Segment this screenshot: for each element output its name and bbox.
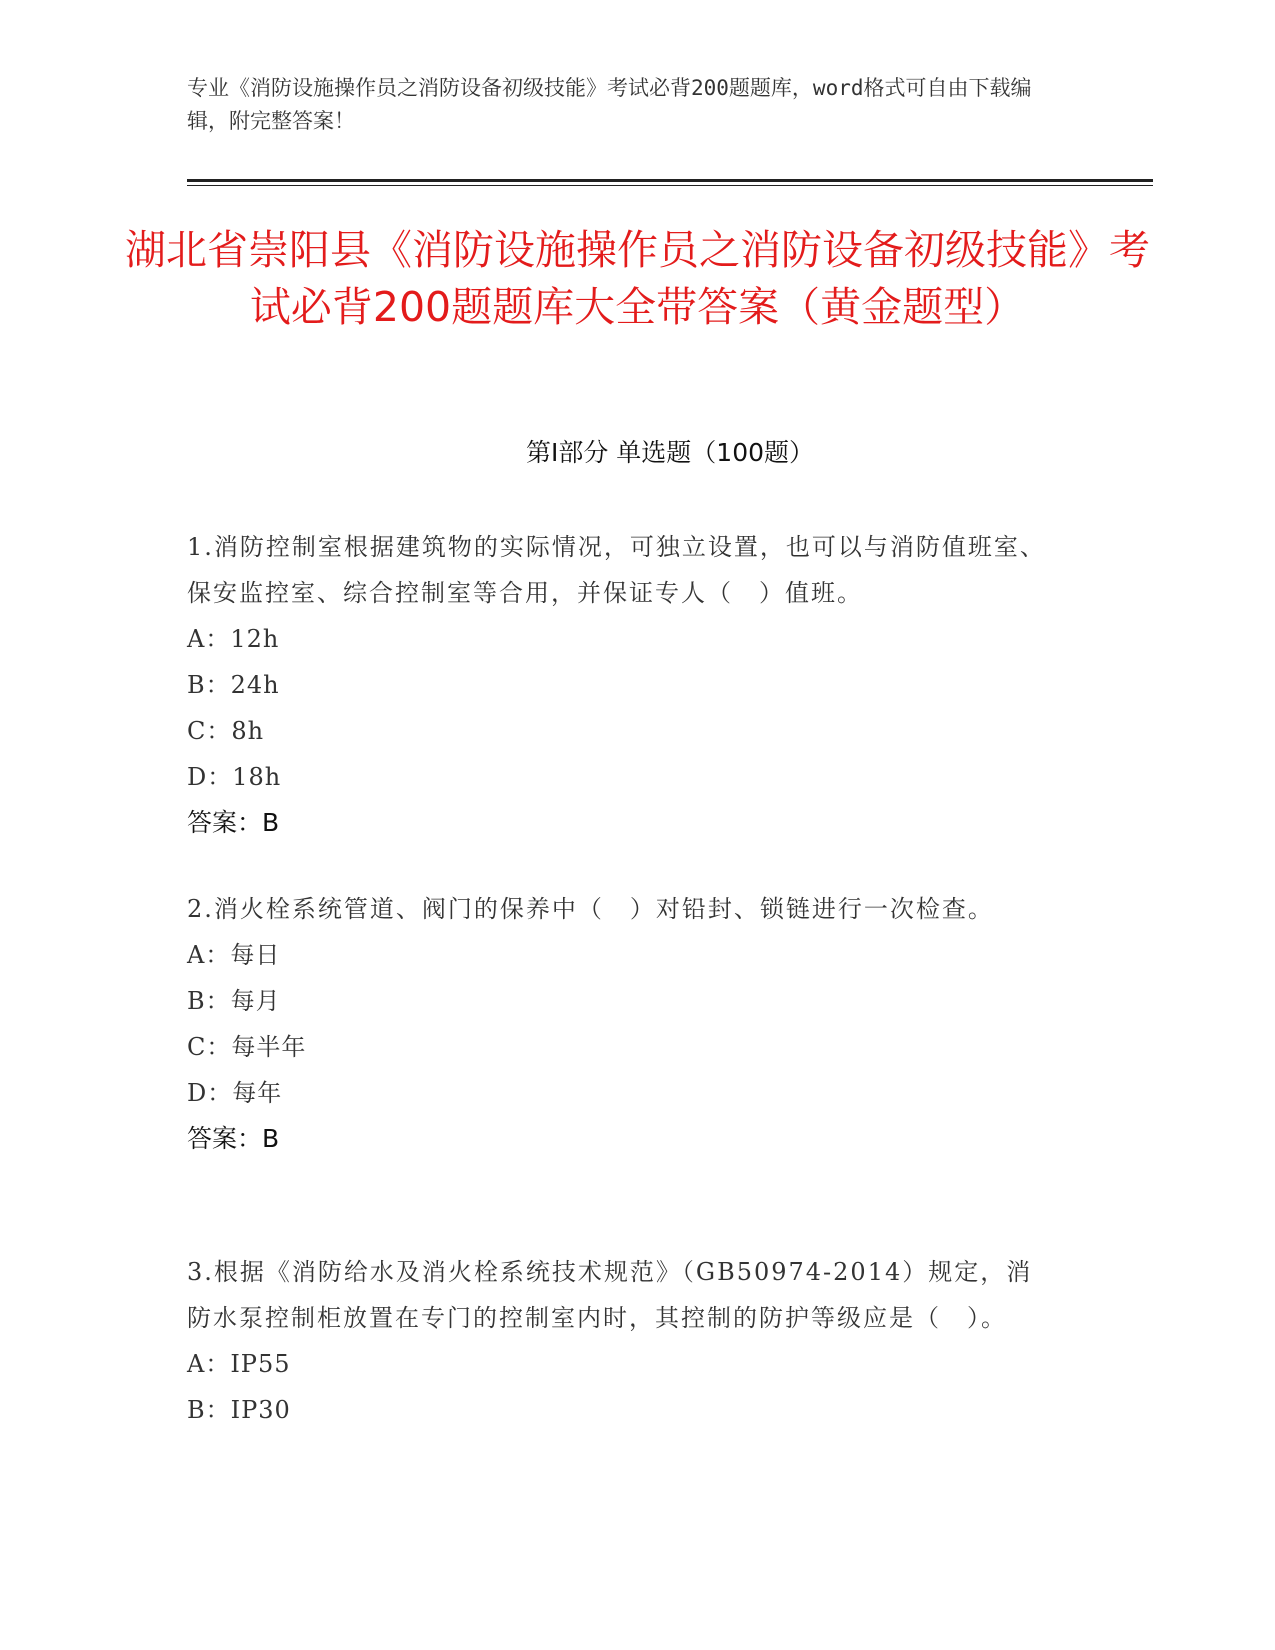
option-b: B：24h [187,671,280,699]
header-divider-thin [187,185,1153,186]
option-d: D：18h [187,763,282,791]
option-a: A：12h [187,625,280,653]
question-stem: 1.消防控制室根据建筑物的实际情况，可独立设置，也可以与消防值班室、保安监控室、综合控制室等合用，并保证专人（ ）值班。 [187,533,1046,607]
option-b: B：每月 [187,987,281,1015]
option-c: C：8h [187,717,265,745]
option-c: C：每半年 [187,1033,307,1061]
section-title: 第Ⅰ部分 单选题（100题） [525,438,815,467]
header-note: 专业《消防设施操作员之消防设备初级技能》考试必背200题题库，word格式可自由下载编辑，附完整答案！ [187,76,1032,133]
question-stem: 3.根据《消防给水及消火栓系统技术规范》（GB50974-2014）规定，消防水泵控制柜放置在专门的控制室内时，其控制的防护等级应是（ ）。 [187,1258,1033,1332]
header-divider-thick [187,179,1153,182]
option-d: D：每年 [187,1079,283,1107]
document-title: 湖北省崇阳县《消防设施操作员之消防设备初级技能》考试必背200题题库大全带答案（黄金题型） [125,226,1150,331]
question-answer: 答案：B [187,808,280,837]
question-3 [187,1249,1057,1433]
question-stem: 2.消火栓系统管道、阀门的保养中（ ）对铅封、锁链进行一次检查。 [187,895,994,923]
question-2 [187,886,1057,1162]
question-1 [187,524,1057,846]
option-a: A：每日 [187,941,281,969]
option-b: B：IP30 [187,1396,291,1424]
question-answer: 答案：B [187,1124,280,1153]
option-a: A：IP55 [187,1350,291,1378]
